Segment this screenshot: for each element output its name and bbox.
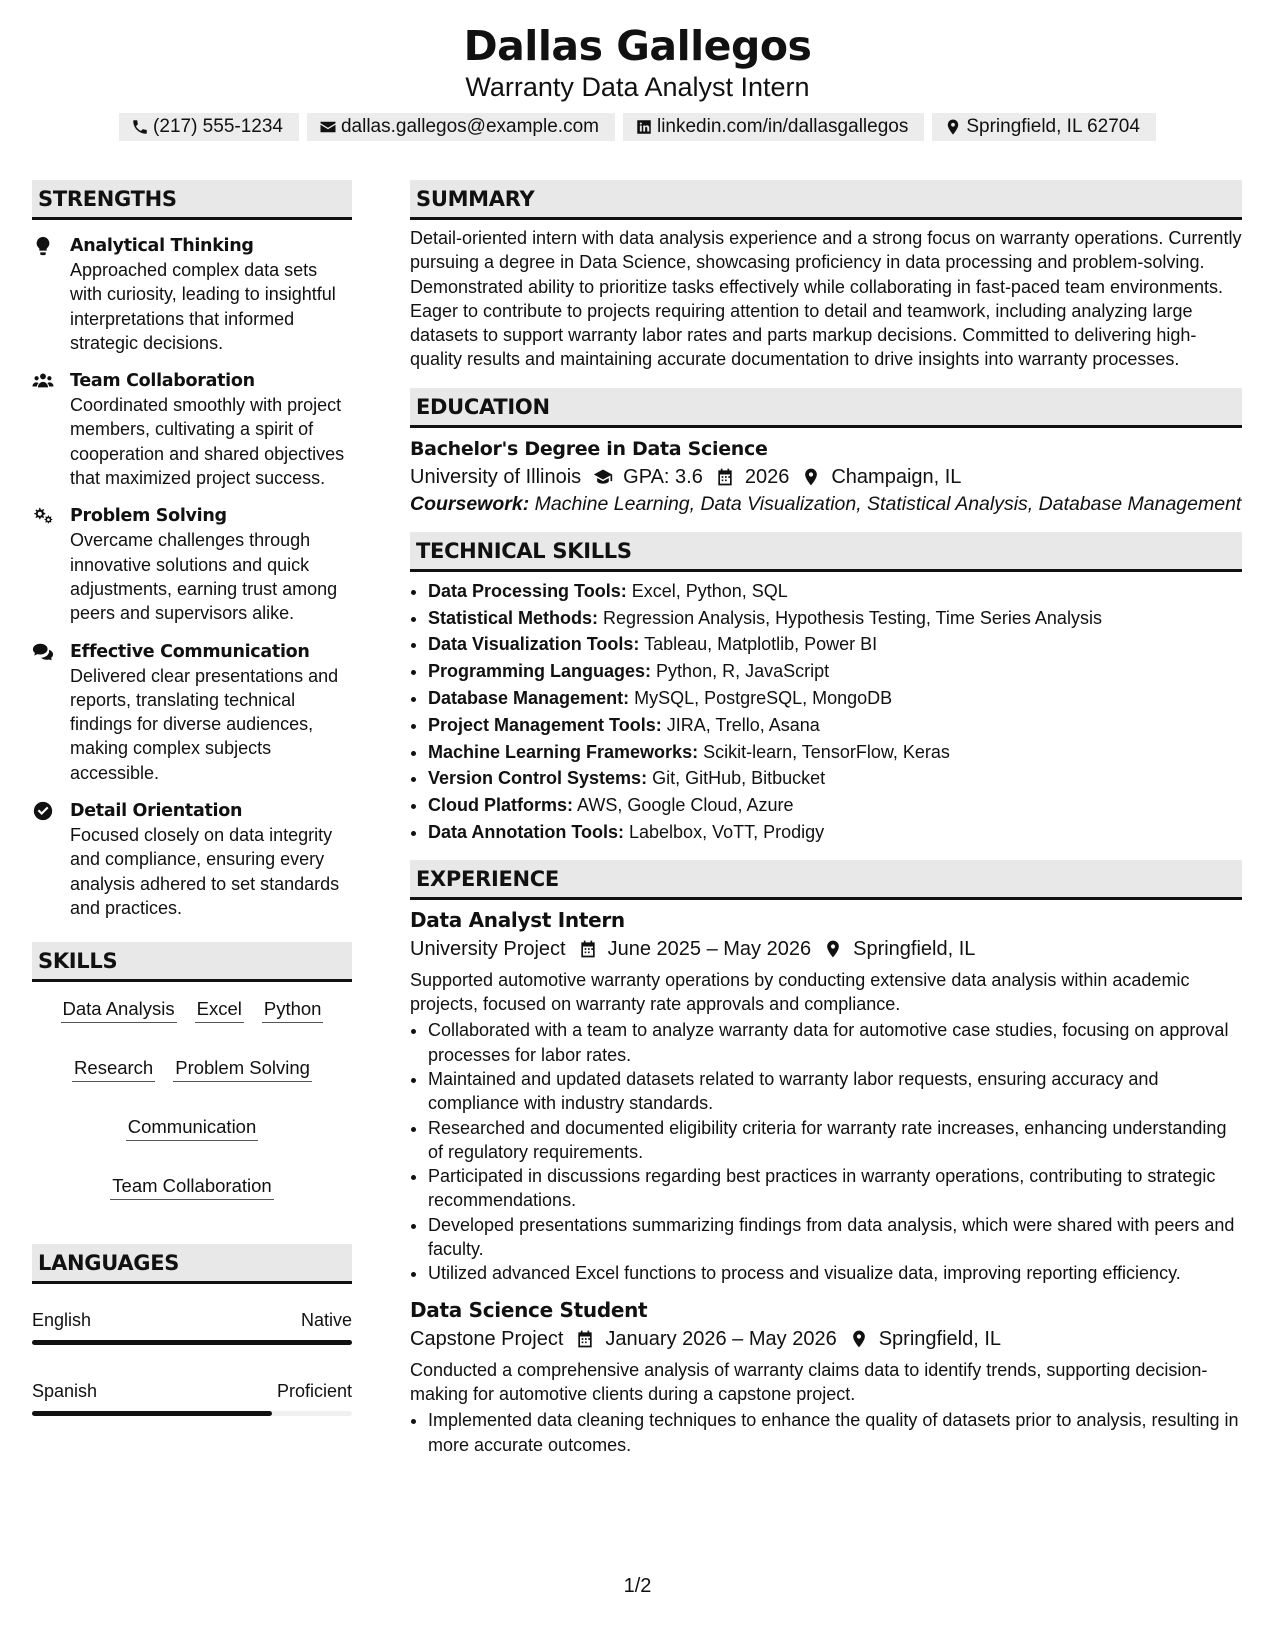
job-location: Springfield, IL [878,1327,1001,1350]
left-column [32,180,352,1416]
gears-icon [32,505,54,527]
language-bar [32,1411,352,1416]
list-item: • Project Management Tools: JIRA, Trello, Asana [428,712,1242,739]
contact-location-text: Springfield, IL 62704 [966,116,1140,137]
skills-heading: SKILLS [32,942,352,982]
language-bar [32,1340,352,1345]
language-level: Native [300,1310,352,1331]
coursework [410,492,1242,516]
list-item: • Data Visualization Tools: Tableau, Matplotlib, Power BI [428,631,1242,658]
summary-text: Detail-oriented intern with data analysis experience and a strong focus on warranty operations. Currently pursuing a degree in Data Science, showcasing proficiency in data processing and problem-solving. Demonstrated ability to prioritize tasks effectively while collaborating in fast-paced team environments. Eager to contribute to projects requiring attention to detail and teamwork, including analyzing large datasets to support warranty labor rates and parts markup decisions. Committed to delivering high-quality results and maintaining accurate documentation to drive insights into warranty processes. [410,228,1242,370]
skill-tag: Excel [195,996,244,1023]
list-item: • Database Management: MySQL, PostgreSQL, MongoDB [428,685,1242,712]
lightbulb-icon [32,235,54,257]
strength-desc: Approached complex data sets with curiosity, leading to insightful interpretations that informed strategic decisions. [70,260,336,353]
check-circle-icon [32,800,54,822]
skill-tag: Problem Solving [173,1055,312,1082]
job-summary: Supported automotive warranty operations by conducting extensive data analysis within academic projects, focused on warranty rate approvals and compliance. [410,969,1190,1015]
language-name: English [32,1310,92,1331]
map-pin-icon [801,467,821,487]
contact-email[interactable] [307,113,615,141]
strength-title: Analytical Thinking [70,236,254,256]
language-bar-fill [32,1411,272,1416]
calendar-icon [715,467,735,487]
list-item: • Data Processing Tools: Excel, Python, SQL [428,578,1242,605]
job-location: Springfield, IL [853,937,976,960]
job-dates: January 2026 – May 2026 [605,1327,837,1350]
contact-linkedin[interactable] [623,113,924,141]
list-item: • Machine Learning Frameworks: Scikit-learn, TensorFlow, Keras [428,739,1242,766]
languages-heading: LANGUAGES [32,1244,352,1284]
skills-list [32,982,352,1200]
education-heading: EDUCATION [410,388,1242,428]
list-item: • Researched and documented eligibility criteria for warranty rate increases, enhancing understanding of regulatory requirements. [428,1116,1242,1165]
list-item: • Utilized advanced Excel functions to process and visualize data, improving reporting efficiency. [428,1261,1242,1285]
skill-tag: Research [72,1055,155,1082]
graduation-year: 2026 [744,465,790,488]
strength-item [32,640,352,785]
right-column [410,180,1242,1457]
contact-email-text: dallas.gallegos@example.com [340,116,599,137]
page-number: 1/2 [623,1575,652,1597]
strengths-heading: STRENGTHS [32,180,352,220]
candidate-title: Warranty Data Analyst Intern [465,72,810,102]
strength-item [32,369,352,490]
list-item: • Collaborated with a team to analyze warranty data for automotive case studies, focusing on approval processes for labor rates. [428,1018,1242,1067]
contact-location [932,113,1156,141]
contact-linkedin-text: linkedin.com/in/dallasgallegos [656,116,909,137]
map-pin-icon [823,939,843,959]
strength-desc: Overcame challenges through innovative solutions and quick adjustments, earning trust among peers and supervisors alike. [70,530,338,624]
gpa: GPA: 3.6 [623,465,703,488]
job-title: Data Analyst Intern [410,907,625,932]
list-item: • Version Control Systems: Git, GitHub, Bitbucket [428,765,1242,792]
strength-item [32,799,352,920]
degree-title: Bachelor's Degree in Data Science [410,437,768,460]
candidate-name: Dallas Gallegos [463,22,812,70]
map-pin-icon [944,118,962,136]
strength-item [32,234,352,355]
school-location: Champaign, IL [831,465,962,488]
contact-phone[interactable] [119,113,299,141]
language-name: Spanish [32,1381,98,1402]
language-item [32,1308,352,1345]
list-item: • Participated in discussions regarding best practices in warranty operations, contributing to strategic recommendations. [428,1164,1242,1213]
coursework-label: Coursework: [410,492,530,515]
job-org: Capstone Project [410,1327,564,1350]
strength-desc: Delivered clear presentations and reports, translating technical findings for diverse audiences, making complex subjects accessible. [70,665,339,783]
summary-heading: SUMMARY [410,180,1242,220]
skill-tag: Team Collaboration [110,1173,273,1200]
graduation-cap-icon [593,467,613,487]
job-meta [410,1324,1242,1354]
calendar-icon [578,939,598,959]
strength-desc: Coordinated smoothly with project members, cultivating a spirit of cooperation and shared objectives that maximized project success. [70,395,345,489]
phone-icon [131,118,149,136]
list-item: • Developed presentations summarizing findings from data analysis, which were shared with peers and faculty. [428,1213,1242,1262]
job-entry [410,906,1242,1286]
coursework-list: Machine Learning, Data Visualization, Statistical Analysis, Database Management [534,492,1242,515]
job-bullets [410,1018,1242,1285]
language-level: Proficient [276,1381,352,1402]
skill-tag: Python [262,996,324,1023]
list-item: • Maintained and updated datasets related to warranty labor requests, ensuring accuracy and compliance with industry standards. [428,1067,1242,1116]
language-item [32,1379,352,1416]
list-item: • Statistical Methods: Regression Analysis, Hypothesis Testing, Time Series Analysis [428,605,1242,632]
technical-skills-heading: TECHNICAL SKILLS [410,532,1242,572]
resume-header [0,0,1275,141]
contact-phone-text: (217) 555-1234 [153,116,283,137]
list-item: • Cloud Platforms: AWS, Google Cloud, Azure [428,792,1242,819]
strength-title: Detail Orientation [70,801,243,822]
job-bullets [410,1408,1242,1457]
job-summary: Conducted a comprehensive analysis of warranty claims data to identify trends, supporting decision-making for automotive clients during a capstone project. [410,1359,1208,1404]
comments-icon [32,641,54,663]
list-item: • Programming Languages: Python, R, JavaScript [428,658,1242,685]
strength-title: Effective Communication [70,641,310,662]
skill-tag: Communication [126,1114,259,1141]
list-item: • Implemented data cleaning techniques to enhance the quality of datasets prior to analysis, resulting in more accurate outcomes. [428,1408,1242,1457]
school-name: University of Illinois [410,465,582,488]
skill-tag: Data Analysis [61,996,177,1023]
experience-heading: EXPERIENCE [410,860,1242,900]
envelope-icon [319,118,337,136]
users-icon [32,370,54,392]
strength-title: Problem Solving [70,506,227,527]
job-title: Data Science Student [410,1297,648,1322]
strength-title: Team Collaboration [70,371,255,392]
contact-bar [0,113,1275,141]
language-bar-fill [32,1340,352,1345]
linkedin-icon [635,118,653,136]
list-item: • Data Annotation Tools: Labelbox, VoTT, Prodigy [428,819,1242,846]
technical-skills-list [410,578,1242,846]
job-dates: June 2025 – May 2026 [607,937,812,960]
map-pin-icon [849,1329,869,1349]
strength-item [32,504,352,625]
job-org: University Project [410,937,566,960]
job-meta [410,934,1242,964]
education-meta [410,462,1242,492]
strength-desc: Focused closely on data integrity and compliance, ensuring every analysis adhered to set standards and practices. [70,825,340,918]
job-entry [410,1296,1242,1457]
calendar-icon [575,1329,595,1349]
